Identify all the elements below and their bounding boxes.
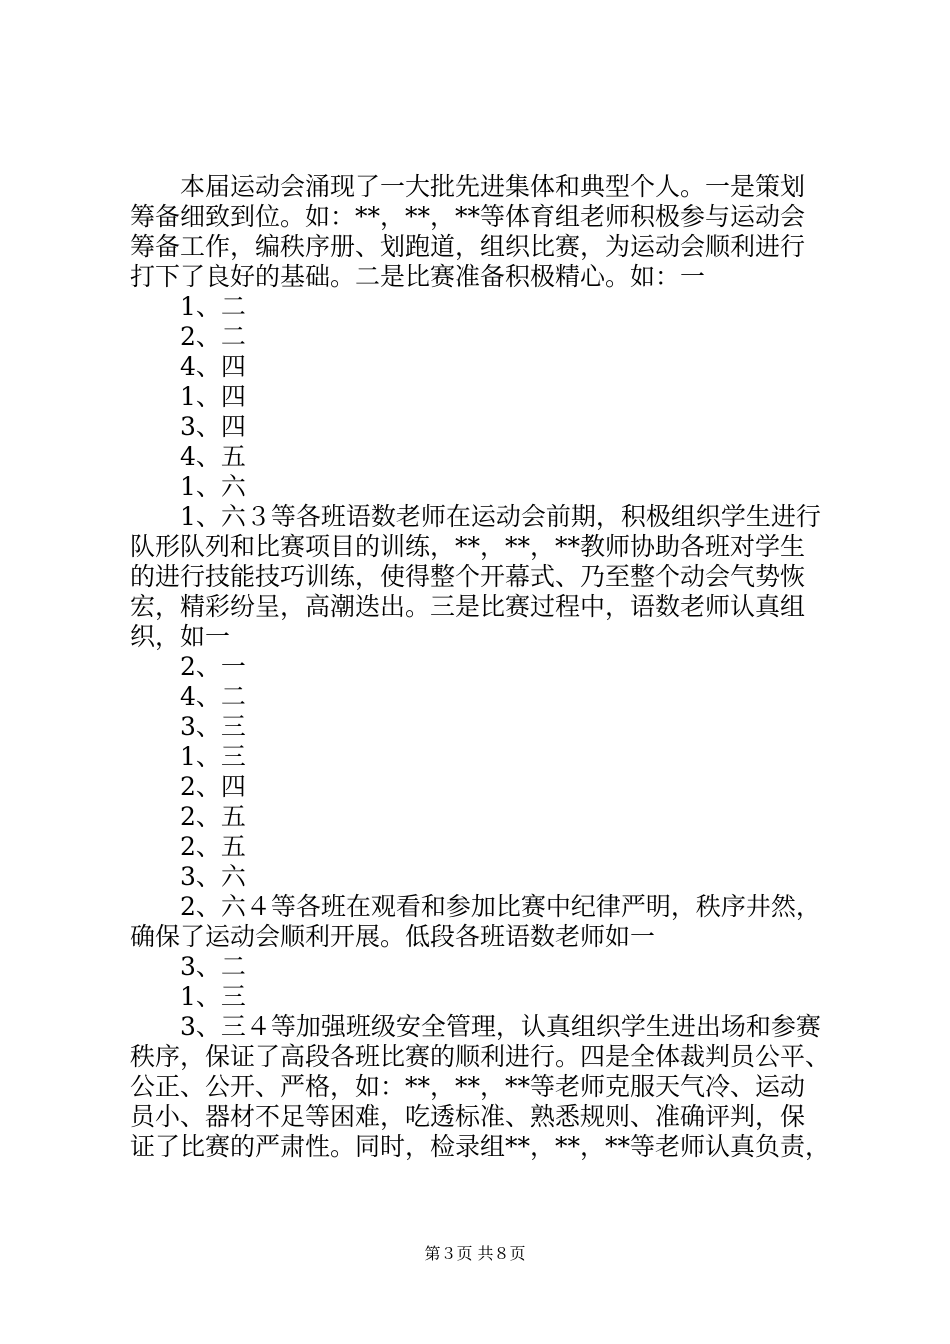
text-line: 证了比赛的严肃性。同时，检录组**，**，**等老师认真负责， <box>130 1132 830 1161</box>
list-item: 2、四 <box>180 772 246 801</box>
list-item: 3、四 <box>180 412 246 441</box>
list-item: 3、二 <box>180 952 246 981</box>
text-line: 员小、器材不足等困难，吃透标准、熟悉规则、准确评判，保 <box>130 1102 806 1131</box>
text-line: 打下了良好的基础。二是比赛准备积极精心。如：一 <box>130 262 706 291</box>
list-item: 1、三 <box>180 742 246 771</box>
page-footer: 第３页 共８页 <box>424 1244 526 1263</box>
list-item: 2、五 <box>180 832 246 861</box>
list-item: 2、一 <box>180 652 246 681</box>
list-item: 1、三 <box>180 982 246 1011</box>
list-item: 4、四 <box>180 352 246 381</box>
document-body <box>130 172 830 1162</box>
text-line: 2、六４等各班在观看和参加比赛中纪律严明，秩序井然， <box>180 892 821 921</box>
text-line: 宏，精彩纷呈，高潮迭出。三是比赛过程中，语数老师认真组 <box>130 592 806 621</box>
text-line: 队形队列和比赛项目的训练，**，**，**教师协助各班对学生 <box>130 532 806 561</box>
list-item: 4、五 <box>180 442 246 471</box>
text-line: 3、三４等加强班级安全管理，认真组织学生进出场和参赛 <box>180 1012 821 1041</box>
text-line: 1、六３等各班语数老师在运动会前期，积极组织学生进行 <box>180 502 821 531</box>
text-line: 本届运动会涌现了一大批先进集体和典型个人。一是策划 <box>180 172 806 201</box>
list-item: 1、二 <box>180 292 246 321</box>
list-item: 1、六 <box>180 472 246 501</box>
list-item: 1、四 <box>180 382 246 411</box>
text-line: 秩序，保证了高段各班比赛的顺利进行。四是全体裁判员公平、 <box>130 1042 830 1071</box>
text-line: 确保了运动会顺利开展。低段各班语数老师如一 <box>130 922 656 951</box>
text-line: 公正、公开、严格，如：**，**，**等老师克服天气冷、运动 <box>130 1072 806 1101</box>
list-item: 3、三 <box>180 712 246 741</box>
list-item: 2、五 <box>180 802 246 831</box>
text-line: 织，如一 <box>130 622 231 651</box>
text-line: 的进行技能技巧训练，使得整个开幕式、乃至整个动会气势恢 <box>130 562 806 591</box>
text-line: 筹备细致到位。如：**，**，**等体育组老师积极参与运动会 <box>130 202 806 231</box>
text-line: 筹备工作，编秩序册、划跑道，组织比赛，为运动会顺利进行 <box>130 232 806 261</box>
list-item: 2、二 <box>180 322 246 351</box>
list-item: 3、六 <box>180 862 246 891</box>
list-item: 4、二 <box>180 682 246 711</box>
